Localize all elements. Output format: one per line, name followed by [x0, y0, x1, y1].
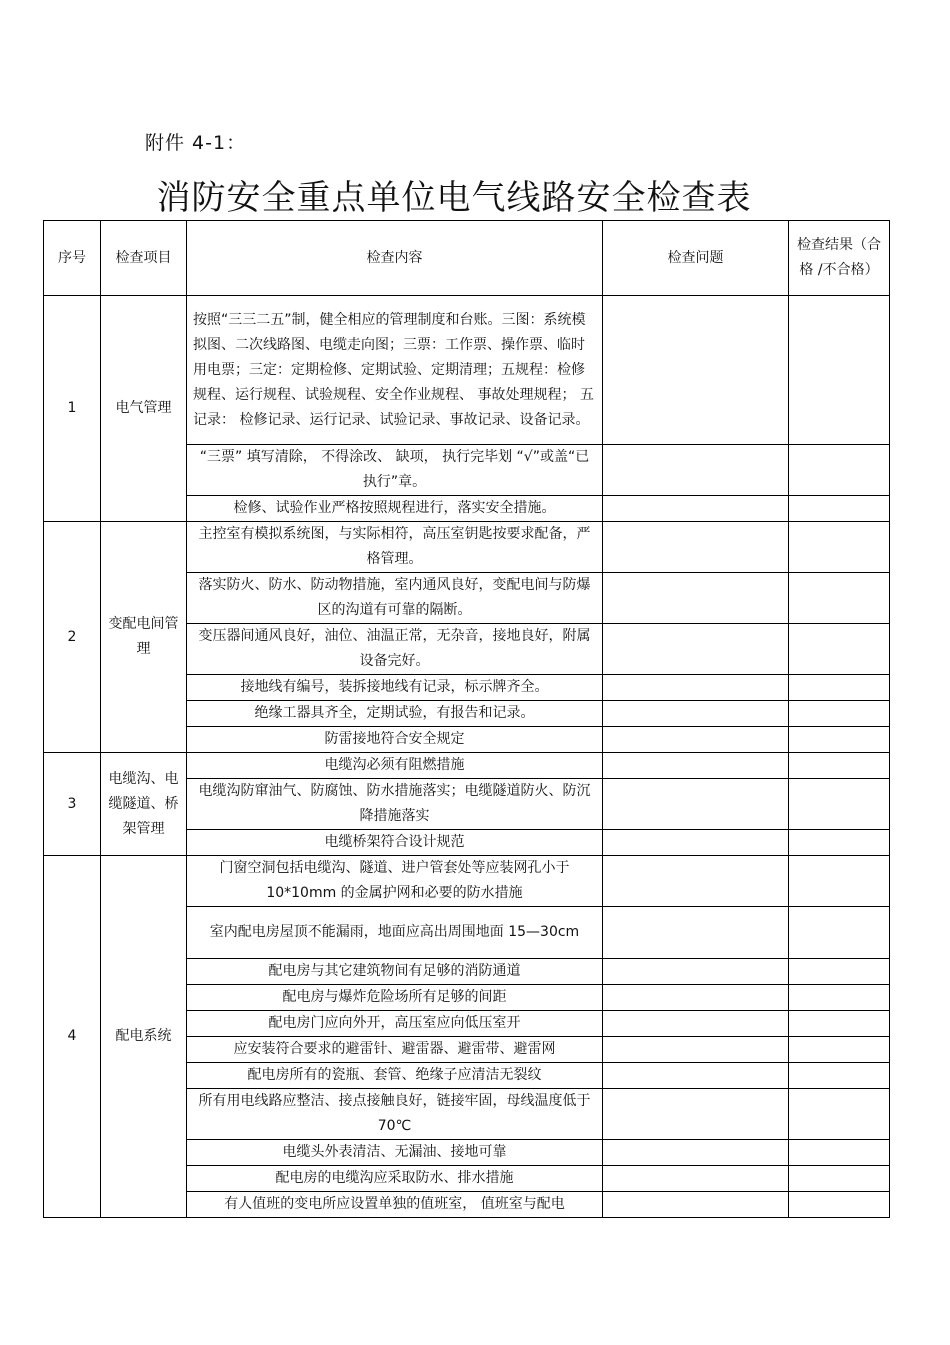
header-seq: 序号 — [44, 221, 101, 296]
issue-cell[interactable] — [603, 675, 789, 701]
issue-cell[interactable] — [603, 1037, 789, 1063]
check-content: 落实防火、防水、防动物措施，室内通风良好，变配电间与防爆区的沟道有可靠的隔断。 — [187, 573, 603, 624]
check-content: 检修、试验作业严格按照规程进行，落实安全措施。 — [187, 496, 603, 522]
result-cell[interactable] — [789, 959, 890, 985]
check-content: 电缆沟防窜油气、防腐蚀、防水措施落实；电缆隧道防火、防沉降措施落实 — [187, 779, 603, 830]
section-item: 电气管理 — [101, 296, 187, 522]
result-cell[interactable] — [789, 573, 890, 624]
check-content: 主控室有模拟系统图，与实际相符，高压室钥匙按要求配备，严格管理。 — [187, 522, 603, 573]
issue-cell[interactable] — [603, 522, 789, 573]
header-item: 检查项目 — [101, 221, 187, 296]
issue-cell[interactable] — [603, 573, 789, 624]
result-cell[interactable] — [789, 1192, 890, 1218]
result-cell[interactable] — [789, 1166, 890, 1192]
issue-cell[interactable] — [603, 1089, 789, 1140]
result-cell[interactable] — [789, 985, 890, 1011]
issue-cell[interactable] — [603, 779, 789, 830]
check-content: 配电房的电缆沟应采取防水、排水措施 — [187, 1166, 603, 1192]
result-cell[interactable] — [789, 727, 890, 753]
check-content: 配电房门应向外开，高压室应向低压室开 — [187, 1011, 603, 1037]
issue-cell[interactable] — [603, 1140, 789, 1166]
result-cell[interactable] — [789, 675, 890, 701]
header-content: 检查内容 — [187, 221, 603, 296]
check-content: 接地线有编号，装拆接地线有记录，标示牌齐全。 — [187, 675, 603, 701]
check-content: 配电房所有的瓷瓶、套管、绝缘子应清洁无裂纹 — [187, 1063, 603, 1089]
issue-cell[interactable] — [603, 985, 789, 1011]
check-content: 电缆沟必须有阻燃措施 — [187, 753, 603, 779]
result-cell[interactable] — [789, 522, 890, 573]
issue-cell[interactable] — [603, 830, 789, 856]
result-cell[interactable] — [789, 830, 890, 856]
check-content: 按照“三三二五”制，健全相应的管理制度和台账。三图：系统模拟图、二次线路图、电缆走向图；三票：工作票、操作票、临时用电票；三定：定期检修、定期试验、定期清理；五规程：检修规程、运行规程、试验规程、安全作业规程、 事故处理规程； 五记录： 检修记录、运行记录、试验记录、事故记录、设备记录。 — [187, 296, 603, 445]
check-content: 绝缘工器具齐全，定期试验，有报告和记录。 — [187, 701, 603, 727]
result-cell[interactable] — [789, 753, 890, 779]
page-title: 消防安全重点单位电气线路安全检查表 — [156, 178, 752, 218]
result-cell[interactable] — [789, 296, 890, 445]
section-item: 配电系统 — [101, 856, 187, 1218]
issue-cell[interactable] — [603, 856, 789, 907]
check-content: 所有用电线路应整洁、接点接触良好，链接牢固，母线温度低于 70℃ — [187, 1089, 603, 1140]
issue-cell[interactable] — [603, 959, 789, 985]
section-item: 电缆沟、电缆隧道、桥架管理 — [101, 753, 187, 856]
check-content: 防雷接地符合安全规定 — [187, 727, 603, 753]
issue-cell[interactable] — [603, 496, 789, 522]
check-content: “三票” 填写清除， 不得涂改、 缺项， 执行完毕划 “√”或盖“已执行”章。 — [187, 445, 603, 496]
section-seq: 4 — [44, 856, 101, 1218]
check-content: 电缆桥架符合设计规范 — [187, 830, 603, 856]
result-cell[interactable] — [789, 1011, 890, 1037]
issue-cell[interactable] — [603, 753, 789, 779]
issue-cell[interactable] — [603, 1166, 789, 1192]
issue-cell[interactable] — [603, 1192, 789, 1218]
annex-label: 附件 4-1： — [145, 132, 247, 154]
issue-cell[interactable] — [603, 907, 789, 959]
result-cell[interactable] — [789, 1140, 890, 1166]
header-issue: 检查问题 — [603, 221, 789, 296]
result-cell[interactable] — [789, 445, 890, 496]
check-content: 门窗空洞包括电缆沟、隧道、进户管套处等应装网孔小于 10*10mm 的金属护网和必要的防水措施 — [187, 856, 603, 907]
table-row — [44, 856, 890, 907]
issue-cell[interactable] — [603, 1011, 789, 1037]
result-cell[interactable] — [789, 779, 890, 830]
table-header-row — [44, 221, 890, 296]
issue-cell[interactable] — [603, 727, 789, 753]
issue-cell[interactable] — [603, 701, 789, 727]
issue-cell[interactable] — [603, 445, 789, 496]
check-content: 配电房与其它建筑物间有足够的消防通道 — [187, 959, 603, 985]
result-cell[interactable] — [789, 496, 890, 522]
check-content: 电缆头外表清洁、无漏油、接地可靠 — [187, 1140, 603, 1166]
result-cell[interactable] — [789, 856, 890, 907]
result-cell[interactable] — [789, 1063, 890, 1089]
issue-cell[interactable] — [603, 1063, 789, 1089]
section-item: 变配电间管理 — [101, 522, 187, 753]
check-content: 应安装符合要求的避雷针、避雷器、避雷带、避雷网 — [187, 1037, 603, 1063]
check-content: 室内配电房屋顶不能漏雨，地面应高出周围地面 15—30cm — [187, 907, 603, 959]
issue-cell[interactable] — [603, 624, 789, 675]
inspection-table — [43, 220, 890, 1218]
result-cell[interactable] — [789, 624, 890, 675]
section-seq: 2 — [44, 522, 101, 753]
check-content: 有人值班的变电所应设置单独的值班室， 值班室与配电 — [187, 1192, 603, 1218]
header-result: 检查结果（合格 /不合格） — [789, 221, 890, 296]
table-row — [44, 522, 890, 573]
issue-cell[interactable] — [603, 296, 789, 445]
section-seq: 3 — [44, 753, 101, 856]
result-cell[interactable] — [789, 1089, 890, 1140]
check-content: 配电房与爆炸危险场所有足够的间距 — [187, 985, 603, 1011]
result-cell[interactable] — [789, 1037, 890, 1063]
section-seq: 1 — [44, 296, 101, 522]
result-cell[interactable] — [789, 701, 890, 727]
result-cell[interactable] — [789, 907, 890, 959]
table-row — [44, 753, 890, 779]
table-row — [44, 296, 890, 445]
check-content: 变压器间通风良好，油位、油温正常，无杂音，接地良好，附属设备完好。 — [187, 624, 603, 675]
